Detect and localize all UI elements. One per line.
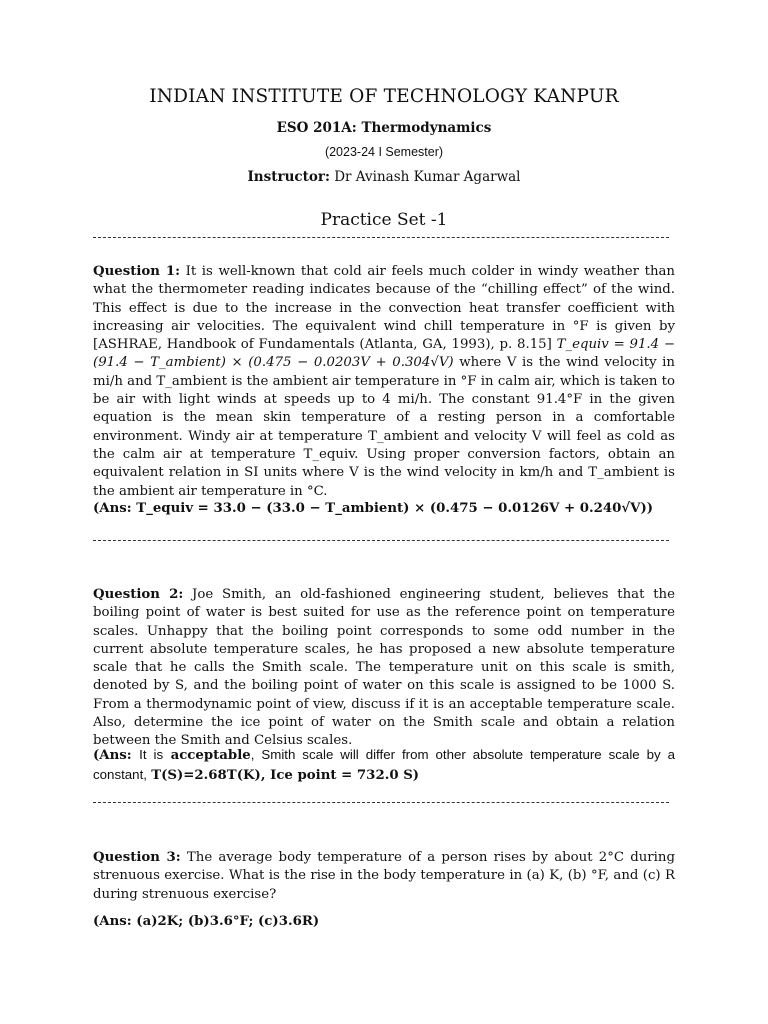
question-3-text: The average body temperature of a person rises by about 2°C during strenuous exercise. What is the rise in the body temperature in (a) K, (b) °F, and (c) R during strenuous exercise? bbox=[93, 850, 675, 902]
instructor-name: Dr Avinash Kumar Agarwal bbox=[334, 169, 521, 185]
question-3 bbox=[93, 849, 675, 904]
instructor-label: Instructor: bbox=[247, 169, 330, 185]
question-1-formula: T_equiv = 91.4 − (91.4 − T_ambient) × (0.475 − 0.0203V + 0.304√V) bbox=[93, 337, 675, 371]
answer-text: It is bbox=[139, 747, 164, 762]
instructor-line bbox=[0, 169, 768, 185]
question-1-text-part1: It is well-known that cold air feels much colder in windy weather than what the thermometer reading indicates because of the “chilling effect” of the wind. This effect is due to the increase in the convection heat transfer coefficient with increasing air velocities. The equivalent wind chill temperature in °F is given by [ASHRAE, Handbook of Fundamentals (Atlanta, GA, 1993), p. 8.15] bbox=[93, 264, 675, 353]
course-title: ESO 201A: Thermodynamics bbox=[276, 120, 492, 136]
answer-bold: T(S)=2.68T(K), Ice point = 732.0 S) bbox=[151, 767, 420, 783]
answer-text: , Smith scale will differ from other absolute temperature scale by a constant, bbox=[93, 747, 676, 782]
question-1-answer bbox=[93, 500, 675, 519]
answer-bold: acceptable bbox=[170, 748, 251, 763]
question-2-answer bbox=[93, 746, 675, 785]
separator-line bbox=[93, 802, 669, 803]
question-3-answer bbox=[93, 913, 675, 932]
answer-prefix: (Ans: bbox=[93, 748, 132, 763]
separator-line bbox=[93, 237, 669, 238]
question-1 bbox=[93, 263, 675, 501]
question-1-text-part2: where V is the wind velocity in mi/h and T_ambient is the ambient air temperature in °F in calm air, which is taken to be air with light winds at speeds up to 4 mi/h. The constant 91.4°F in the given equation is the mean skin temperature of a resting person in a comfortable environment. Windy air at temperature T_ambient and velocity V will feel as cold as the calm air at temperature T_equiv. Using proper conversion factors, obtain an equivalent relation in SI units where V is the wind velocity in km/h and T_ambient is the ambient air temperature in °C. bbox=[93, 355, 676, 499]
question-2-label: Question 2: bbox=[93, 587, 184, 602]
question-2 bbox=[93, 586, 675, 751]
institute-title: INDIAN INSTITUTE OF TECHNOLOGY KANPUR bbox=[149, 86, 619, 107]
question-1-answer-text: (Ans: T_equiv = 33.0 − (33.0 − T_ambient) × (0.475 − 0.0126V + 0.240√V)) bbox=[93, 501, 654, 516]
question-3-answer-text: (Ans: (a)2K; (b)3.6°F; (c)3.6R) bbox=[93, 914, 320, 929]
question-2-text: Joe Smith, an old-fashioned engineering student, believes that the boiling point of water is best suited for use as the reference point on temperature scales. Unhappy that the boiling point corresponds to some odd number in the current absolute temperature scales, he has proposed a new absolute temperature scale that he calls the Smith scale. The temperature unit on this scale is smith, denoted by S, and the boiling point of water on this scale is assigned to be 1000 S. From a thermodynamic point of view, discuss if it is an acceptable temperature scale. Also, determine the ice point of water on the Smith scale and obtain a relation between the Smith and Celsius scales. bbox=[93, 587, 675, 749]
question-3-label: Question 3: bbox=[93, 850, 181, 865]
semester-label: (2023-24 I Semester) bbox=[324, 145, 444, 159]
practice-set-title: Practice Set -1 bbox=[320, 210, 448, 230]
question-1-label: Question 1: bbox=[93, 264, 181, 279]
separator-line bbox=[93, 540, 669, 541]
